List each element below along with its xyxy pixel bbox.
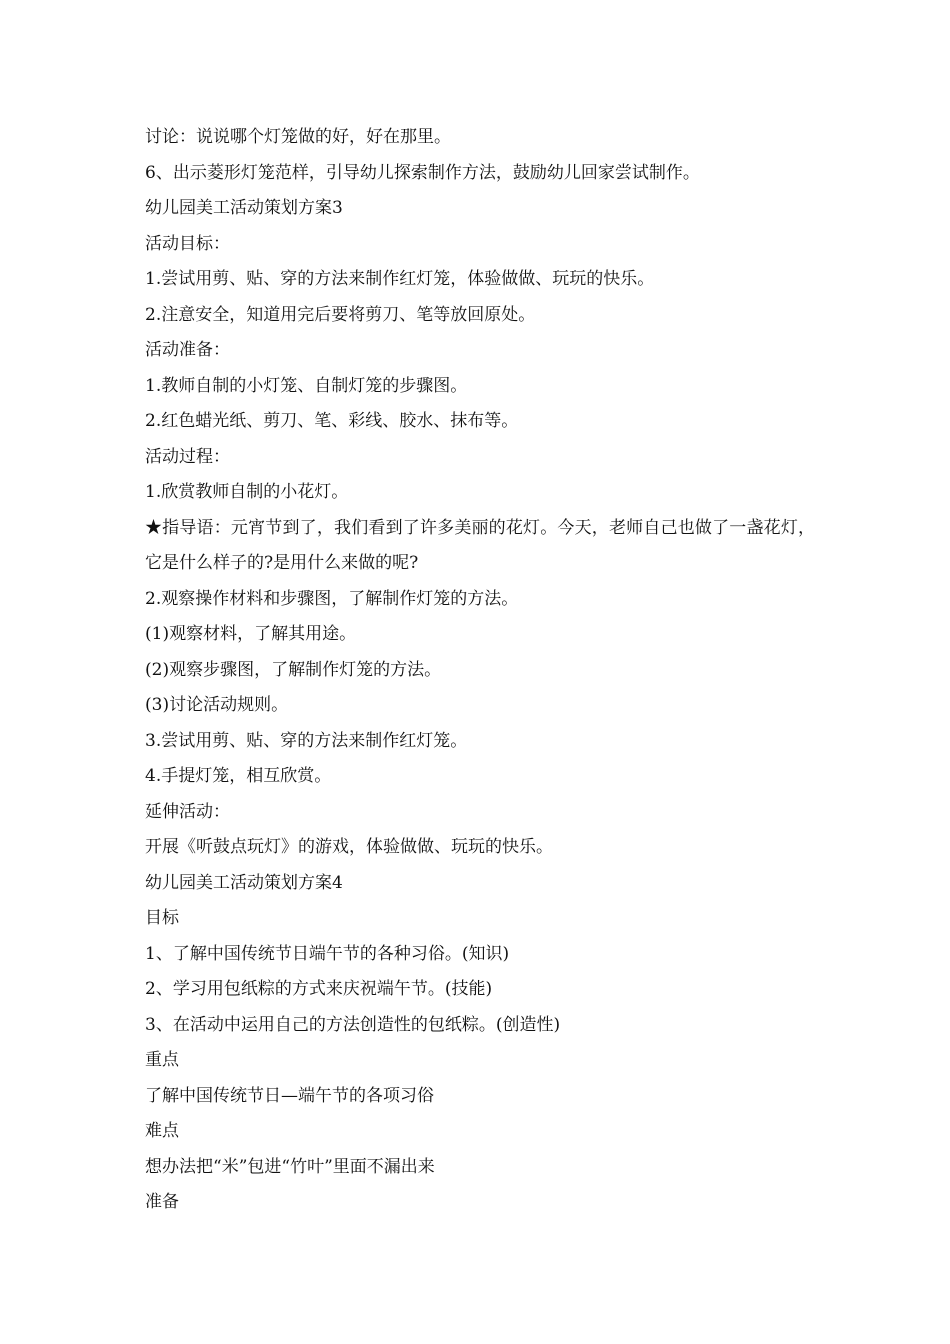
text-line: 4.手提灯笼，相互欣赏。 (145, 766, 332, 786)
text-line: 了解中国传统节日—端午节的各项习俗 (145, 1085, 434, 1106)
text-line: 难点 (145, 1121, 179, 1141)
text-line: (3)讨论活动规则。 (145, 695, 289, 715)
text-line: 3.尝试用剪、贴、穿的方法来制作红灯笼。 (145, 730, 468, 751)
text-line: 3、在活动中运用自己的方法创造性的包纸粽。(创造性) (145, 1014, 561, 1035)
text-line: 活动目标： (145, 233, 230, 254)
text-line: (1)观察材料，了解其用途。 (145, 624, 357, 644)
text-line: 2.观察操作材料和步骤图，了解制作灯笼的方法。 (145, 588, 519, 609)
text-line: 重点 (145, 1050, 179, 1070)
text-line: 讨论：说说哪个灯笼做的好，好在那里。 (145, 127, 451, 147)
text-line: 想办法把“米”包进“竹叶”里面不漏出来 (145, 1156, 435, 1177)
text-line: 活动过程： (145, 446, 230, 467)
text-line: 1.欣赏教师自制的小花灯。 (145, 482, 349, 502)
text-line: 1.尝试用剪、贴、穿的方法来制作红灯笼，体验做做、玩玩的快乐。 (145, 269, 655, 289)
text-line: 1、了解中国传统节日端午节的各种习俗。(知识) (145, 943, 510, 964)
document-body (145, 120, 815, 1221)
text-line: 2.注意安全，知道用完后要将剪刀、笔等放回原处。 (145, 304, 536, 325)
text-line: 延伸活动： (145, 801, 230, 822)
text-line: 准备 (145, 1192, 179, 1212)
text-line: (2)观察步骤图，了解制作灯笼的方法。 (145, 659, 442, 680)
text-line: 6、出示菱形灯笼范样，引导幼儿探索制作方法，鼓励幼儿回家尝试制作。 (145, 162, 700, 183)
text-line: 2、学习用包纸粽的方式来庆祝端午节。(技能) (145, 979, 493, 999)
section-heading: 幼儿园美工活动策划方案3 (145, 198, 343, 218)
text-line: 目标 (145, 908, 179, 928)
text-line: 1.教师自制的小灯笼、自制灯笼的步骤图。 (145, 375, 468, 396)
text-line: 开展《听鼓点玩灯》的游戏，体验做做、玩玩的快乐。 (145, 837, 553, 857)
section-heading: 幼儿园美工活动策划方案4 (145, 872, 343, 893)
text-line: 2.红色蜡光纸、剪刀、笔、彩线、胶水、抹布等。 (145, 411, 519, 431)
text-paragraph: ★指导语：元宵节到了，我们看到了许多美丽的花灯。今天，老师自己也做了一盏花灯，它是什么样子的?是用什么来做的呢? (145, 517, 815, 573)
text-line: 活动准备： (145, 340, 230, 360)
